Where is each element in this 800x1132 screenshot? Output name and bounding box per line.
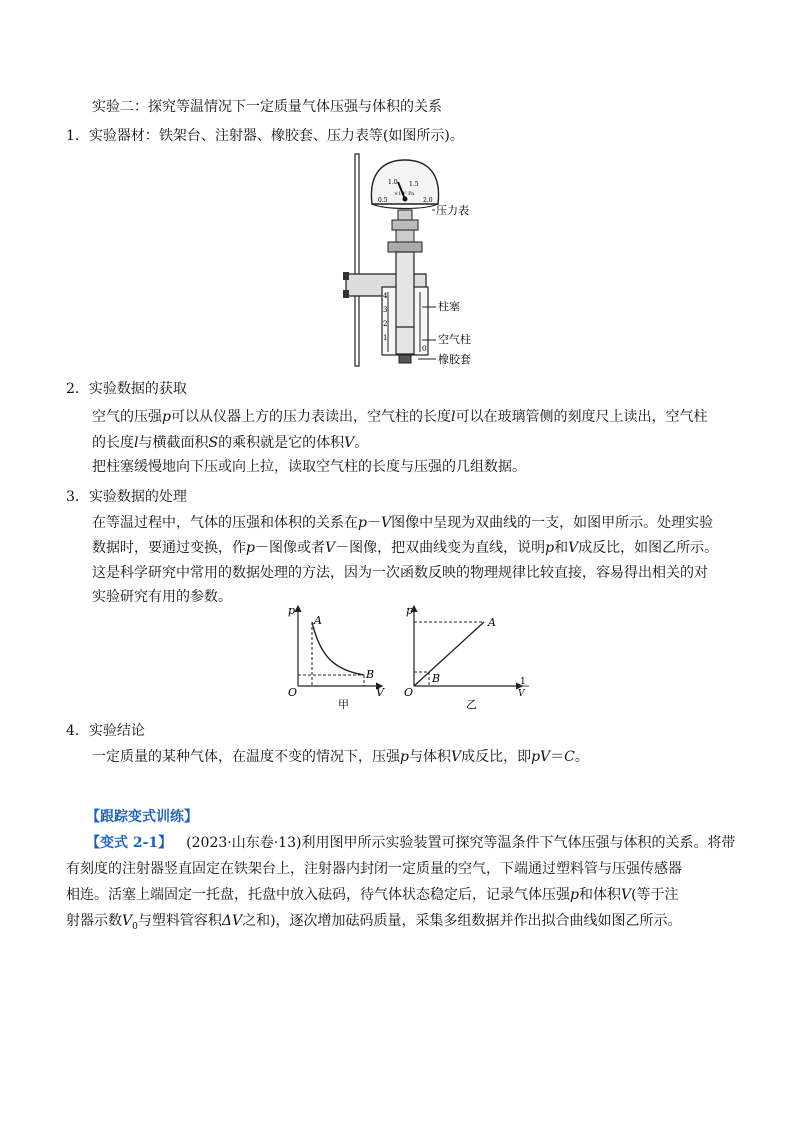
text: － [366,515,381,531]
gauge-unit: ×10⁵ Pa [394,191,415,197]
text: ＝ [550,749,565,765]
gauge-scale-3: 2.0 [423,197,433,204]
experiment-title: 实验二：探究等温情况下一定质量气体压强与体积的关系 [92,99,442,115]
text: 和体积 [578,887,621,903]
section-3-heading [66,486,187,508]
gauge-scale-0: 0.5 [378,197,388,204]
label-air-column: 空气柱 [438,333,471,346]
text: 成反比，即 [461,749,532,765]
text: －图像或者 [254,540,325,556]
section-3-line-3: 这是科学研究中常用的数据处理的方法，因为一次函数反映的物理规律比较直接，容易得出相关的对 [92,565,708,581]
symbol-v: V [450,749,462,765]
section-number: 4． [66,723,89,739]
symbol-l: l [450,409,456,425]
symbol-v: V [568,540,579,556]
text: 一定质量的某种气体，在温度不变的情况下，压强 [92,749,400,765]
symbol-s: S [208,435,219,451]
symbol-l: l [134,435,139,451]
section-number: 3． [66,489,89,505]
ruler-mark-1: 1 [383,334,388,342]
ruler-mark-4: 4 [383,292,388,300]
symbol-v0: V [122,913,133,929]
right-x-num: 1 [520,677,526,687]
formula-pv: pV [531,749,551,765]
apparatus-figure [340,152,510,374]
gauge-scale-1: 1.0 [388,179,398,186]
section-number: 2． [66,381,89,397]
text: 成反比，如图乙所示。 [578,540,719,556]
section-text: 实验器材：铁架台、注射器、橡胶套、压力表等(如图所示)。 [88,128,464,144]
section-3-line-4: 实验研究有用的参数。 [92,589,232,605]
symbol-p: p [246,540,255,556]
text: 图像中呈现为双曲线的一支，如图甲所示。处理实验 [391,515,714,531]
text: (2023·山东卷·13)利用图甲所示实验装置可探究等温条件下气体压强与体积的关系。将带 [186,835,736,851]
gauge-scale-2: 1.5 [409,181,419,188]
left-caption: 甲 [338,698,349,711]
label-plunger: 柱塞 [438,300,460,313]
training-tag: 【变式 2-1】 [86,835,173,851]
right-point-b: B [432,672,441,685]
left-point-a: A [314,614,322,627]
section-2-line-2 [92,432,368,454]
section-heading: 实验数据的获取 [88,381,187,397]
graph-right [398,600,538,712]
text: (等于注 [631,887,679,903]
ruler-mark-2: 2 [383,320,388,328]
text: 之和)，逐次增加砝码质量，采集多组数据并作出拟合曲线如图乙所示。 [242,913,682,929]
symbol-v: V [380,515,392,531]
section-2-line-3: 把柱塞缓慢地向下压或向上拉，读取空气柱的长度与压强的几组数据。 [92,459,526,475]
subscript-0: 0 [132,921,138,932]
section-3-line-1 [92,512,713,534]
section-2-line-1 [92,406,707,428]
text: 空气的压强 [92,409,162,425]
right-caption: 乙 [466,698,477,711]
symbol-p: p [162,409,171,425]
symbol-v: V [324,540,336,556]
symbol-p: p [400,749,409,765]
section-number: 1． [66,128,89,144]
section-2-heading [66,378,187,400]
text: 数据时，要通过变换，作 [92,540,246,556]
text: 相连。活塞上端固定一托盘，托盘中放入砝码，待气体状态稳定后，记录气体压强 [66,887,570,903]
symbol-p: p [358,515,367,531]
text: 与横截面积 [138,435,209,451]
text: 。 [354,435,369,451]
text: 与塑料管容积 [137,913,222,929]
symbol-v: V [344,435,355,451]
right-origin: O [404,686,414,699]
label-gauge: 压力表 [436,204,469,217]
symbol-c: C [564,749,575,765]
symbol-p: p [570,887,579,903]
section-heading: 实验数据的处理 [88,489,187,505]
ruler-mark-3: 3 [383,306,388,314]
text: 在等温过程中，气体的压强和体积的关系在 [92,515,358,531]
label-rubber-cap: 橡胶套 [438,353,471,366]
section-3-line-2 [92,537,718,559]
section-heading: 实验结论 [88,723,145,739]
symbol-v: V [620,887,632,903]
section-4-heading [66,720,145,742]
right-point-a: A [488,616,496,629]
text: 与体积 [408,749,451,765]
ruler-mark-0: 0 [422,345,427,353]
left-y-axis: p [288,604,296,617]
training-line-4 [66,910,682,938]
training-line-3 [66,884,679,906]
right-x-den: V [518,689,525,699]
left-x-axis: V [376,686,384,699]
text: －图像，把双曲线变为直线，说明 [335,540,546,556]
text: 的长度 [92,435,134,451]
text: 射器示数 [66,913,122,929]
graph-left [282,600,392,712]
text: 可以在玻璃管侧的刻度尺上读出，空气柱 [455,409,708,425]
left-origin: O [288,686,298,699]
symbol-delta-v: ΔV [221,913,243,929]
text: 。 [574,749,589,765]
training-line-1 [86,832,735,854]
right-y-axis: p [406,604,414,617]
text: 和 [554,540,569,556]
text: 的乘积就是它的体积 [218,435,345,451]
section-4-conclusion [92,746,589,768]
text: 可以从仪器上方的压力表读出，空气柱的长度 [170,409,451,425]
symbol-p: p [545,540,555,556]
training-heading: 【跟踪变式训练】 [86,809,198,825]
left-point-b: B [366,668,375,681]
section-1 [66,125,464,147]
training-line-2: 有刻度的注射器竖直固定在铁架台上，注射器内封闭一定质量的空气，下端通过塑料管与压强传感器 [66,861,682,877]
